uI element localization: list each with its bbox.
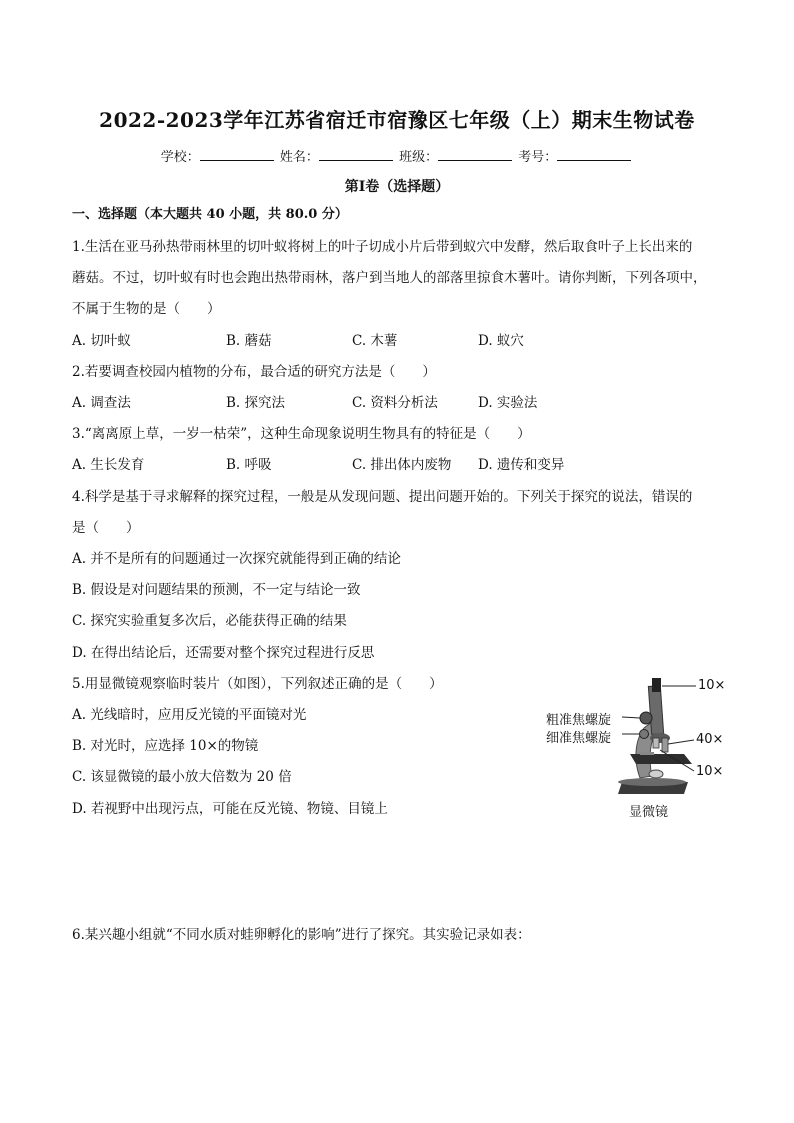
obj-high-pointer (668, 740, 694, 744)
q3-option-b: B. 呼吸 (226, 457, 272, 473)
q2-option-c: C. 资料分析法 (352, 395, 438, 411)
name-blank[interactable] (319, 148, 393, 161)
q2-option-a: A. 调查法 (72, 395, 131, 411)
microscope-stage (630, 754, 692, 764)
student-info-line (0, 146, 794, 165)
coarse-knob-icon (640, 712, 652, 724)
figure-caption: 显微镜 (629, 805, 669, 820)
q3-option-a: A. 生长发育 (72, 457, 145, 473)
objective-low-label: 10× (696, 764, 724, 779)
q1-option-d: D. 蚁穴 (478, 333, 524, 349)
q6-stem: 6.某兴趣小组就“不同水质对蛙卵孵化的影响”进行了探究。其实验记录如表： (72, 927, 531, 943)
section-heading: 一、选择题（本大题共 40 小题，共 80.0 分） (72, 207, 348, 222)
q1-stem-line2: 蘑菇。不过，切叶蚁有时也会跑出热带雨林，落户到当地人的部落里掠食木薯叶。请你判断，下列各项中， (72, 270, 707, 286)
fine-focus-label: 细准焦螺旋 (546, 731, 612, 746)
number-label: 考号： (518, 150, 558, 165)
q5-option-d: D. 若视野中出现污点，可能在反光镜、物镜、目镜上 (72, 801, 388, 817)
class-blank[interactable] (438, 148, 512, 161)
q1-option-b: B. 蘑菇 (226, 333, 272, 349)
q3-stem: 3.“离离原上草，一岁一枯荣”，这种生命现象说明生物具有的特征是（ ） (72, 426, 531, 442)
q3-option-c: C. 排出体内废物 (352, 457, 452, 473)
eyepiece-label: 10× (698, 678, 726, 693)
page-title: 2022-2023学年江苏省宿迁市宿豫区七年级（上）期末生物试卷 (99, 108, 695, 132)
q1-stem-line1: 1.生活在亚马孙热带雨林里的切叶蚁将树上的叶子切成小片后带到蚁穴中发酵，然后取食叶子上长出来的 (72, 239, 693, 255)
mirror-icon (649, 770, 663, 778)
q1-option-a: A. 切叶蚁 (72, 333, 131, 349)
coarse-pointer (622, 717, 640, 718)
q4-stem-line2: 是（ ） (72, 520, 140, 536)
stage-clip (640, 752, 654, 755)
q2-stem: 2.若要调查校园内植物的分布，最合适的研究方法是（ ） (72, 364, 436, 380)
fine-knob-icon (640, 730, 649, 739)
coarse-focus-label: 粗准焦螺旋 (546, 713, 612, 728)
objective-high-label: 40× (696, 732, 724, 747)
q4-option-c: C. 探究实验重复多次后，必能获得正确的结果 (72, 613, 347, 629)
objective-high-icon (662, 738, 668, 752)
school-label: 学校： (160, 150, 200, 165)
school-blank[interactable] (200, 148, 274, 161)
q4-stem-line1: 4.科学是基于寻求解释的探究过程，一般是从发现问题、提出问题开始的。下列关于探究的说法，错误的 (72, 489, 693, 505)
q4-option-a: A. 并不是所有的问题通过一次探究就能得到正确的结论 (72, 551, 401, 567)
eyepiece-icon (652, 678, 661, 692)
q4-option-b: B. 假设是对问题结果的预测，不一定与结论一致 (72, 582, 361, 598)
q4-option-d: D. 在得出结论后，还需要对整个探究过程进行反思 (72, 645, 375, 661)
class-label: 班级： (399, 150, 439, 165)
q3-option-d: D. 遗传和变异 (478, 457, 565, 473)
q5-option-b: B. 对光时，应选择 10×的物镜 (72, 738, 259, 754)
q1-option-c: C. 木薯 (352, 333, 398, 349)
objective-low-icon (653, 738, 659, 748)
q5-option-a: A. 光线暗时，应用反光镜的平面镜对光 (72, 707, 307, 723)
q1-stem-line3: 不属于生物的是（ ） (72, 301, 221, 317)
q2-option-d: D. 实验法 (478, 395, 538, 411)
microscope-base-top (618, 778, 686, 786)
volume-heading: 第I卷（选择题） (344, 179, 450, 195)
q2-option-b: B. 探究法 (226, 395, 286, 411)
q5-stem: 5.用显微镜观察临时装片（如图），下列叙述正确的是（ ） (72, 676, 443, 692)
number-blank[interactable] (557, 148, 631, 161)
q5-option-c: C. 该显微镜的最小放大倍数为 20 倍 (72, 769, 292, 785)
name-label: 姓名： (279, 150, 319, 165)
